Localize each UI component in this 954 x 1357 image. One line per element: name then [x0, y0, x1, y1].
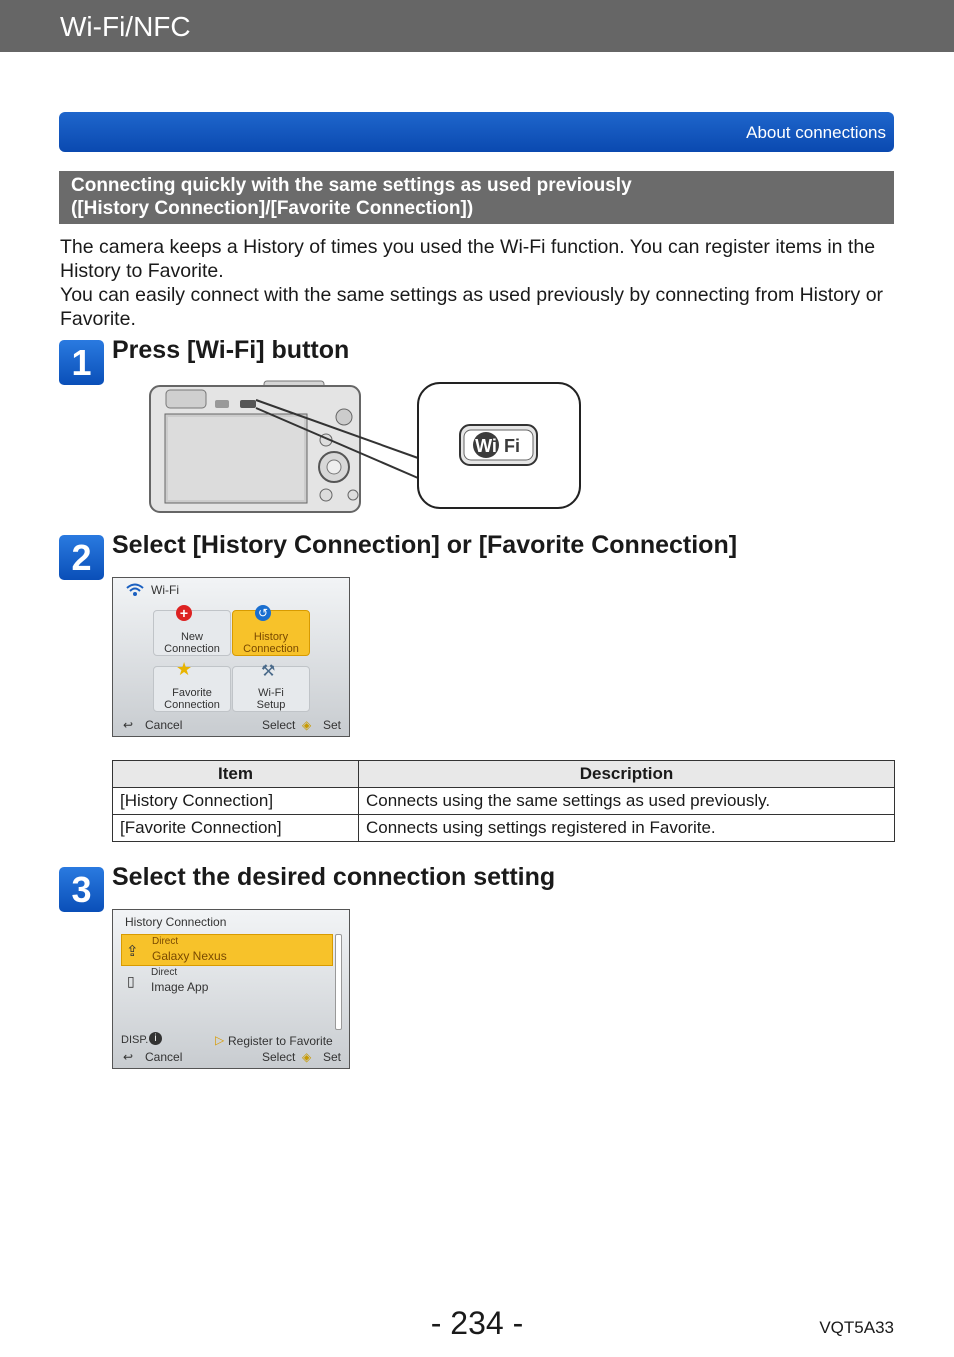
- step-1-title: Press [Wi-Fi] button: [112, 336, 350, 364]
- document-code: VQT5A33: [819, 1318, 894, 1337]
- page-number: - 234 -: [430, 1305, 524, 1341]
- table-header-item: Item: [113, 761, 359, 788]
- step-2-title: Select [History Connection] or [Favorite Connection]: [112, 531, 738, 559]
- history-connection-screen: [112, 909, 350, 1069]
- wifi-setup-line2: Setup: [256, 699, 286, 711]
- device-upload-icon: ⇪: [126, 943, 139, 960]
- favorite-connection-line2: Connection: [164, 699, 220, 711]
- history-screen-title: History Connection: [125, 915, 227, 929]
- favorite-connection-line1: Favorite: [172, 687, 212, 699]
- favorite-connection-tile[interactable]: [153, 659, 231, 712]
- wifi-signal-icon: [125, 582, 145, 603]
- star-icon: ★: [176, 659, 193, 679]
- set-label: Set: [323, 718, 342, 732]
- history-connection-line1: History: [253, 631, 289, 643]
- camera-illustration: [148, 378, 584, 516]
- new-connection-line1: New: [180, 631, 203, 643]
- table-cell-description: Connects using the same settings as used previously.: [359, 788, 895, 815]
- select-label: Select: [262, 1050, 296, 1064]
- history-icon: ↺: [255, 605, 271, 621]
- step-1-number: 1: [59, 340, 104, 385]
- table-cell-description: Connects using settings registered in Favorite.: [359, 815, 895, 842]
- back-arrow-icon: ↩: [123, 1050, 134, 1064]
- table-header-row: [113, 761, 895, 788]
- connection-options-table: [112, 760, 895, 842]
- section-heading-line2: ([History Connection]/[Favorite Connection]): [71, 198, 474, 219]
- plus-icon: +: [176, 605, 192, 621]
- section-heading-line1: Connecting quickly with the same settings as used previously: [71, 175, 632, 196]
- header-title: Wi-Fi/NFC: [60, 11, 191, 42]
- history-item-name: Galaxy Nexus: [152, 949, 227, 963]
- history-connection-tile[interactable]: [232, 606, 310, 656]
- intro-paragraph-2: You can easily connect with the same settings as used previously by connecting from History or Favorite.: [60, 284, 884, 330]
- history-item-type: Direct: [152, 936, 179, 947]
- section-tab-bar: [59, 112, 894, 152]
- table-cell-item: [Favorite Connection]: [113, 815, 359, 842]
- set-label: Set: [323, 1050, 342, 1064]
- triangle-right-icon: ▷: [215, 1033, 225, 1047]
- wifi-button-wi-text: Wi: [475, 436, 497, 456]
- cancel-label: Cancel: [145, 1050, 183, 1064]
- table-row: [113, 788, 895, 815]
- disp-label: DISP.: [121, 1034, 149, 1046]
- control-dial-icon: ◈: [302, 718, 312, 732]
- page-header: [0, 0, 954, 52]
- wifi-setup-line1: Wi-Fi: [258, 687, 284, 699]
- table-cell-item: [History Connection]: [113, 788, 359, 815]
- info-icon: i: [149, 1032, 162, 1045]
- cancel-label: Cancel: [145, 718, 183, 732]
- register-favorite-label: Register to Favorite: [228, 1034, 333, 1048]
- about-connections-link[interactable]: About connections: [746, 123, 886, 142]
- history-connection-line2: Connection: [243, 643, 299, 655]
- back-arrow-icon: ↩: [123, 718, 134, 732]
- new-connection-tile[interactable]: [153, 605, 231, 656]
- step-2-number: 2: [59, 535, 104, 580]
- table-row: [113, 815, 895, 842]
- scrollbar[interactable]: [335, 934, 342, 1030]
- wifi-menu-screen: [112, 577, 350, 737]
- control-dial-icon: ◈: [302, 1050, 312, 1064]
- history-list-item[interactable]: [121, 934, 333, 966]
- new-connection-line2: Connection: [164, 643, 220, 655]
- step-3-number: 3: [59, 867, 104, 912]
- wifi-menu-title: Wi-Fi: [151, 583, 179, 597]
- history-item-name: Image App: [151, 980, 209, 994]
- section-heading: [59, 171, 894, 224]
- table-header-description: Description: [359, 761, 895, 788]
- history-list-item[interactable]: [121, 966, 331, 996]
- select-label: Select: [262, 718, 296, 732]
- wifi-setup-tile[interactable]: [232, 663, 310, 712]
- wrench-icon: ⚒: [261, 663, 276, 680]
- smartphone-icon: ▯: [127, 973, 135, 989]
- history-item-type: Direct: [151, 967, 178, 978]
- intro-paragraph-1: The camera keeps a History of times you used the Wi-Fi function. You can register items in the History to Favorite.: [60, 236, 876, 282]
- step-3-title: Select the desired connection setting: [112, 863, 556, 891]
- wifi-button-fi-text: Fi: [504, 436, 520, 456]
